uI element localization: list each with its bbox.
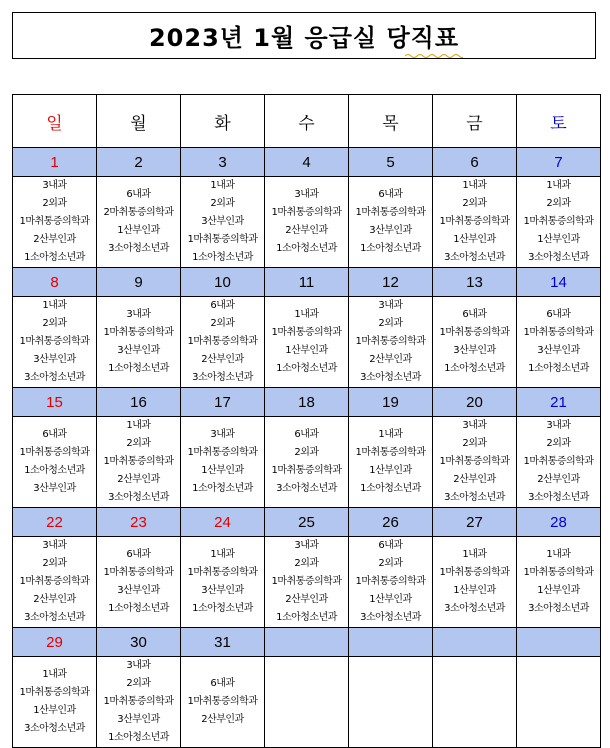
duty-entry: 1마취통증의학과 [523,567,594,578]
duty-entry: 1마취통증의학과 [271,207,342,218]
duty-entry: 6내과 [378,189,403,200]
duty-cell-14 [517,297,601,388]
duty-entry: 6내과 [126,549,151,560]
duty-cell-25 [265,537,349,628]
day-number-16: 16 [97,388,181,417]
duty-entry: 2마취통증의학과 [103,207,174,218]
day-number-1: 1 [13,148,97,177]
duty-entry: 1소아청소년과 [444,363,505,374]
duty-entry: 1내과 [294,309,319,320]
day-number-5: 5 [349,148,433,177]
day-number-19: 19 [349,388,433,417]
duty-cell-23 [97,537,181,628]
duty-entry: 3소아청소년과 [528,252,589,263]
duty-entry: 1소아청소년과 [108,363,169,374]
duty-entry: 1마취통증의학과 [103,567,174,578]
duty-entry: 1마취통증의학과 [187,447,258,458]
duty-cell-8 [13,297,97,388]
day-number-2: 2 [97,148,181,177]
duty-cell-empty [433,657,517,748]
duty-entry: 2외과 [126,438,151,449]
duty-entry: 3내과 [546,420,571,431]
duty-entry: 3산부인과 [369,225,412,236]
duty-entry: 2산부인과 [369,354,412,365]
duty-row [13,657,601,748]
day-number-12: 12 [349,268,433,297]
day-number-23: 23 [97,508,181,537]
duty-entry: 3산부인과 [201,585,244,596]
duty-cell-13 [433,297,517,388]
duty-entry: 2외과 [42,198,67,209]
duty-cell-11 [265,297,349,388]
duty-entry: 2산부인과 [201,714,244,725]
duty-entry: 1마취통증의학과 [103,696,174,707]
duty-entry: 3소아청소년과 [528,492,589,503]
duty-entry: 1산부인과 [201,465,244,476]
duty-entry: 1소아청소년과 [192,252,253,263]
duty-entry: 1내과 [42,300,67,311]
duty-entry: 2산부인과 [33,594,76,605]
duty-entry: 1마취통증의학과 [439,216,510,227]
duty-row [13,417,601,508]
duty-entry: 2산부인과 [117,474,160,485]
duty-entry: 3산부인과 [117,714,160,725]
duty-entry: 3내과 [42,180,67,191]
duty-entry: 1마취통증의학과 [355,207,426,218]
duty-entry: 1산부인과 [537,234,580,245]
day-number-11: 11 [265,268,349,297]
day-number-22: 22 [13,508,97,537]
duty-entry: 6내과 [210,300,235,311]
duty-entry: 2외과 [42,318,67,329]
duty-cell-19 [349,417,433,508]
duty-cell-20 [433,417,517,508]
day-number-9: 9 [97,268,181,297]
weekday-thu: 목 [349,95,433,148]
duty-entry: 3산부인과 [33,354,76,365]
duty-cell-6 [433,177,517,268]
day-number-27: 27 [433,508,517,537]
duty-entry: 1마취통증의학과 [19,687,90,698]
duty-entry: 1마취통증의학과 [103,456,174,467]
duty-entry: 1산부인과 [285,345,328,356]
day-number-row [13,628,601,657]
duty-entry: 1내과 [462,549,487,560]
duty-cell-2 [97,177,181,268]
duty-cell-29 [13,657,97,748]
weekday-mon: 월 [97,95,181,148]
duty-entry: 1마취통증의학과 [355,336,426,347]
duty-entry: 6내과 [546,309,571,320]
duty-cell-3 [181,177,265,268]
duty-entry: 1소아청소년과 [528,363,589,374]
duty-entry: 1산부인과 [369,465,412,476]
duty-row [13,177,601,268]
day-number-21: 21 [517,388,601,417]
day-number-8: 8 [13,268,97,297]
duty-entry: 1산부인과 [453,585,496,596]
duty-cell-31 [181,657,265,748]
duty-entry: 3내과 [42,540,67,551]
day-number-25: 25 [265,508,349,537]
duty-entry: 1마취통증의학과 [187,336,258,347]
duty-entry: 1내과 [378,429,403,440]
duty-entry: 1내과 [546,549,571,560]
duty-entry: 3내과 [378,300,403,311]
day-number-empty [433,628,517,657]
duty-entry: 1내과 [546,180,571,191]
duty-entry: 1내과 [462,180,487,191]
duty-entry: 3소아청소년과 [528,603,589,614]
duty-entry: 1소아청소년과 [360,243,421,254]
duty-entry: 1내과 [210,549,235,560]
duty-cell-empty [349,657,433,748]
day-number-18: 18 [265,388,349,417]
day-number-row [13,508,601,537]
weekday-tue: 화 [181,95,265,148]
duty-entry: 3소아청소년과 [24,723,85,734]
duty-cell-24 [181,537,265,628]
day-number-row [13,388,601,417]
duty-entry: 1마취통증의학과 [19,447,90,458]
duty-entry: 3소아청소년과 [24,372,85,383]
duty-entry: 3내과 [210,429,235,440]
title-box [12,12,596,59]
duty-entry: 3소아청소년과 [444,252,505,263]
duty-cell-7 [517,177,601,268]
duty-entry: 3산부인과 [33,483,76,494]
duty-cell-9 [97,297,181,388]
duty-entry: 3소아청소년과 [192,372,253,383]
duty-entry: 6내과 [378,540,403,551]
duty-entry: 1마취통증의학과 [19,576,90,587]
duty-entry: 3내과 [126,660,151,671]
duty-cell-5 [349,177,433,268]
duty-row [13,537,601,628]
duty-entry: 1산부인과 [537,585,580,596]
duty-entry: 2외과 [210,318,235,329]
duty-entry: 1마취통증의학과 [355,447,426,458]
duty-entry: 1마취통증의학과 [187,696,258,707]
duty-calendar [12,94,601,748]
duty-entry: 6내과 [462,309,487,320]
duty-entry: 2외과 [294,447,319,458]
day-number-empty [349,628,433,657]
duty-cell-30 [97,657,181,748]
duty-entry: 1마취통증의학과 [271,327,342,338]
duty-entry: 3내과 [294,189,319,200]
duty-entry: 2산부인과 [285,225,328,236]
duty-entry: 6내과 [42,429,67,440]
duty-entry: 2외과 [378,318,403,329]
duty-entry: 2외과 [294,558,319,569]
duty-entry: 3내과 [294,540,319,551]
weekday-sun: 일 [13,95,97,148]
duty-entry: 1마취통증의학과 [19,336,90,347]
duty-entry: 1내과 [42,669,67,680]
day-number-15: 15 [13,388,97,417]
duty-entry: 1마취통증의학과 [355,576,426,587]
duty-entry: 3산부인과 [537,345,580,356]
duty-cell-4 [265,177,349,268]
duty-entry: 2외과 [378,558,403,569]
duty-entry: 1소아청소년과 [108,603,169,614]
day-number-row [13,268,601,297]
duty-cell-16 [97,417,181,508]
duty-entry: 3소아청소년과 [24,612,85,623]
duty-entry: 3산부인과 [117,345,160,356]
duty-entry: 1마취통증의학과 [523,456,594,467]
duty-cell-22 [13,537,97,628]
duty-entry: 1마취통증의학과 [523,327,594,338]
duty-entry: 1소아청소년과 [360,483,421,494]
duty-entry: 1소아청소년과 [276,243,337,254]
duty-entry: 3산부인과 [117,585,160,596]
page-title-text: 2023년 1월 응급실 당직표 [148,24,460,52]
duty-entry: 3소아청소년과 [108,243,169,254]
duty-entry: 3내과 [126,309,151,320]
duty-entry: 3소아청소년과 [444,603,505,614]
day-number-28: 28 [517,508,601,537]
duty-entry: 1소아청소년과 [24,465,85,476]
weekday-fri: 금 [433,95,517,148]
day-number-17: 17 [181,388,265,417]
page-title [149,18,459,53]
duty-cell-empty [517,657,601,748]
duty-cell-21 [517,417,601,508]
duty-entry: 1소아청소년과 [192,603,253,614]
day-number-3: 3 [181,148,265,177]
day-number-26: 26 [349,508,433,537]
day-number-4: 4 [265,148,349,177]
duty-entry: 2외과 [126,678,151,689]
duty-entry: 1산부인과 [33,705,76,716]
duty-entry: 3내과 [462,420,487,431]
duty-entry: 1마취통증의학과 [523,216,594,227]
duty-cell-1 [13,177,97,268]
day-number-13: 13 [433,268,517,297]
duty-cell-12 [349,297,433,388]
duty-entry: 1소아청소년과 [276,363,337,374]
day-number-20: 20 [433,388,517,417]
duty-entry: 1마취통증의학과 [271,465,342,476]
duty-entry: 2산부인과 [453,474,496,485]
duty-entry: 3소아청소년과 [276,483,337,494]
duty-entry: 2산부인과 [285,594,328,605]
weekday-sat: 토 [517,95,601,148]
day-number-24: 24 [181,508,265,537]
duty-entry: 1산부인과 [369,594,412,605]
duty-cell-empty [265,657,349,748]
duty-entry: 2산부인과 [33,234,76,245]
duty-entry: 3산부인과 [201,216,244,227]
day-number-empty [517,628,601,657]
duty-entry: 3소아청소년과 [444,492,505,503]
duty-cell-15 [13,417,97,508]
duty-cell-27 [433,537,517,628]
duty-entry: 1마취통증의학과 [19,216,90,227]
duty-cell-18 [265,417,349,508]
duty-entry: 1소아청소년과 [108,732,169,743]
duty-cell-17 [181,417,265,508]
duty-entry: 1마취통증의학과 [439,567,510,578]
duty-entry: 1산부인과 [453,234,496,245]
duty-entry: 2산부인과 [201,354,244,365]
duty-entry: 2외과 [42,558,67,569]
duty-entry: 3소아청소년과 [360,612,421,623]
duty-cell-26 [349,537,433,628]
duty-entry: 1마취통증의학과 [271,576,342,587]
weekday-wed: 수 [265,95,349,148]
duty-entry: 2외과 [210,198,235,209]
duty-row [13,297,601,388]
duty-entry: 1마취통증의학과 [439,327,510,338]
duty-entry: 6내과 [126,189,151,200]
weekday-header-row [13,95,601,148]
day-number-empty [265,628,349,657]
duty-entry: 2산부인과 [537,474,580,485]
day-number-7: 7 [517,148,601,177]
duty-entry: 6내과 [294,429,319,440]
duty-entry: 1마취통증의학과 [439,456,510,467]
duty-entry: 1마취통증의학과 [187,567,258,578]
duty-entry: 6내과 [210,678,235,689]
duty-entry: 3소아청소년과 [360,372,421,383]
duty-entry: 1내과 [210,180,235,191]
duty-cell-28 [517,537,601,628]
duty-entry: 1소아청소년과 [24,252,85,263]
duty-entry: 2외과 [546,198,571,209]
day-number-31: 31 [181,628,265,657]
day-number-6: 6 [433,148,517,177]
day-number-14: 14 [517,268,601,297]
duty-entry: 1마취통증의학과 [103,327,174,338]
duty-entry: 1소아청소년과 [276,612,337,623]
duty-entry: 3소아청소년과 [108,492,169,503]
day-number-10: 10 [181,268,265,297]
duty-entry: 3산부인과 [453,345,496,356]
duty-entry: 2외과 [546,438,571,449]
duty-entry: 1산부인과 [117,225,160,236]
duty-cell-10 [181,297,265,388]
duty-entry: 2외과 [462,438,487,449]
day-number-row [13,148,601,177]
duty-entry: 1소아청소년과 [192,483,253,494]
spellcheck-underline [405,53,463,59]
duty-entry: 2외과 [462,198,487,209]
day-number-30: 30 [97,628,181,657]
duty-entry: 1마취통증의학과 [187,234,258,245]
duty-entry: 1내과 [126,420,151,431]
day-number-29: 29 [13,628,97,657]
